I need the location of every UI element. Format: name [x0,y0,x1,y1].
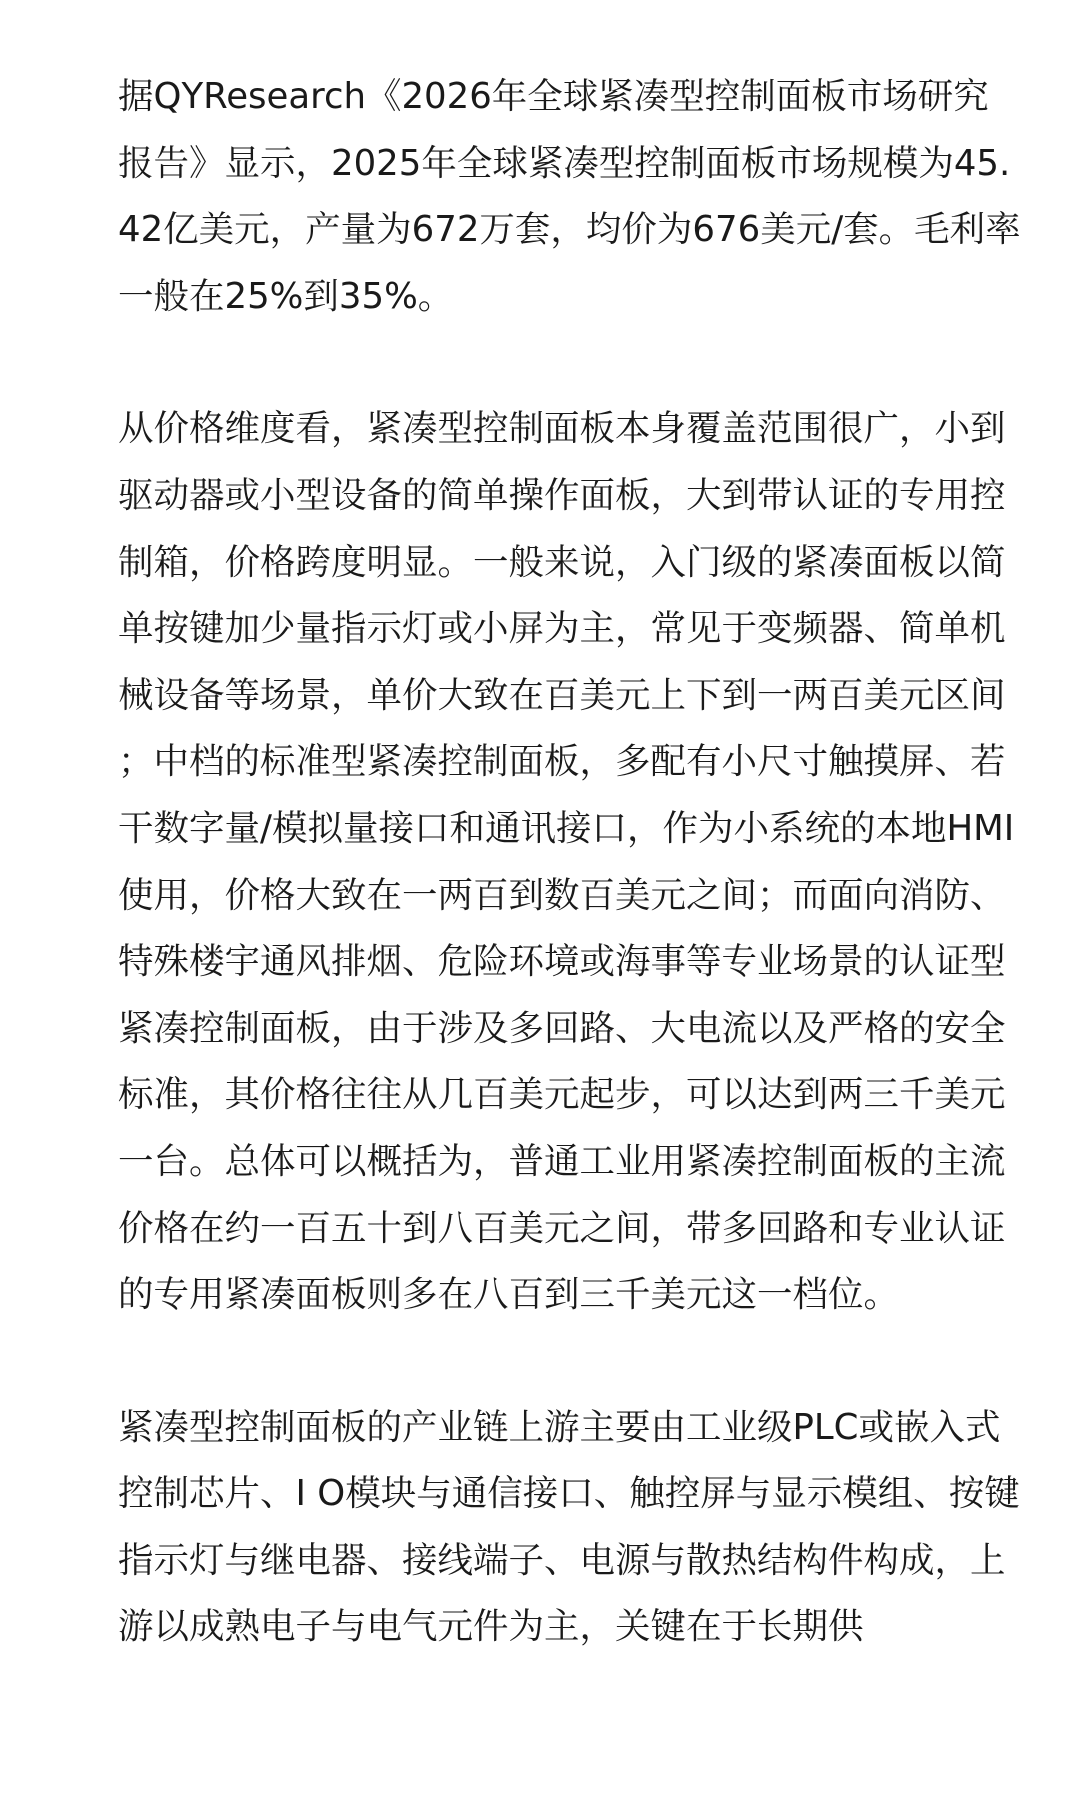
paragraph-market-size: 据QYResearch《2026年全球紧凑型控制面板市场研究报告》显示，2025年全球紧凑型控制面板市场规模为45.42亿美元，产量为672万套，均价为676美元/套。毛利率一般在25%到35%。 [118,76,1021,317]
paragraph-price-dimension: 从价格维度看，紧凑型控制面板本身覆盖范围很广，小到驱动器或小型设备的简单操作面板，大到带认证的专用控制箱，价格跨度明显。一般来说，入门级的紧凑面板以简单按键加少量指示灯或小屏为主，常见于变频器、简单机械设备等场景，单价大致在百美元上下到一两百美元区间；中档的标准型紧凑控制面板，多配有小尺寸触摸屏、若干数字量/模拟量接口和通讯接口，作为小系统的本地HMI使用，价格大致在一两百到数百美元之间；而面向消防、特殊楼宇通风排烟、危险环境或海事等专业场景的认证型紧凑控制面板，由于涉及多回路、大电流以及严格的安全标准，其价格往往从几百美元起步，可以达到两三千美元一台。总体可以概括为，普通工业用紧凑控制面板的主流价格在约一百五十到八百美元之间，带多回路和专业认证的专用紧凑面板则多在八百到三千美元这一档位。 [118,408,1015,1316]
paragraph-supply-chain: 紧凑型控制面板的产业链上游主要由工业级PLC或嵌入式控制芯片、I O模块与通信接口、触控屏与显示模组、按键指示灯与继电器、接线端子、电源与散热结构件构成，上游以成熟电子与电气元件为主，关键在于长期供 [118,1406,1020,1648]
article-body [118,64,1023,1727]
